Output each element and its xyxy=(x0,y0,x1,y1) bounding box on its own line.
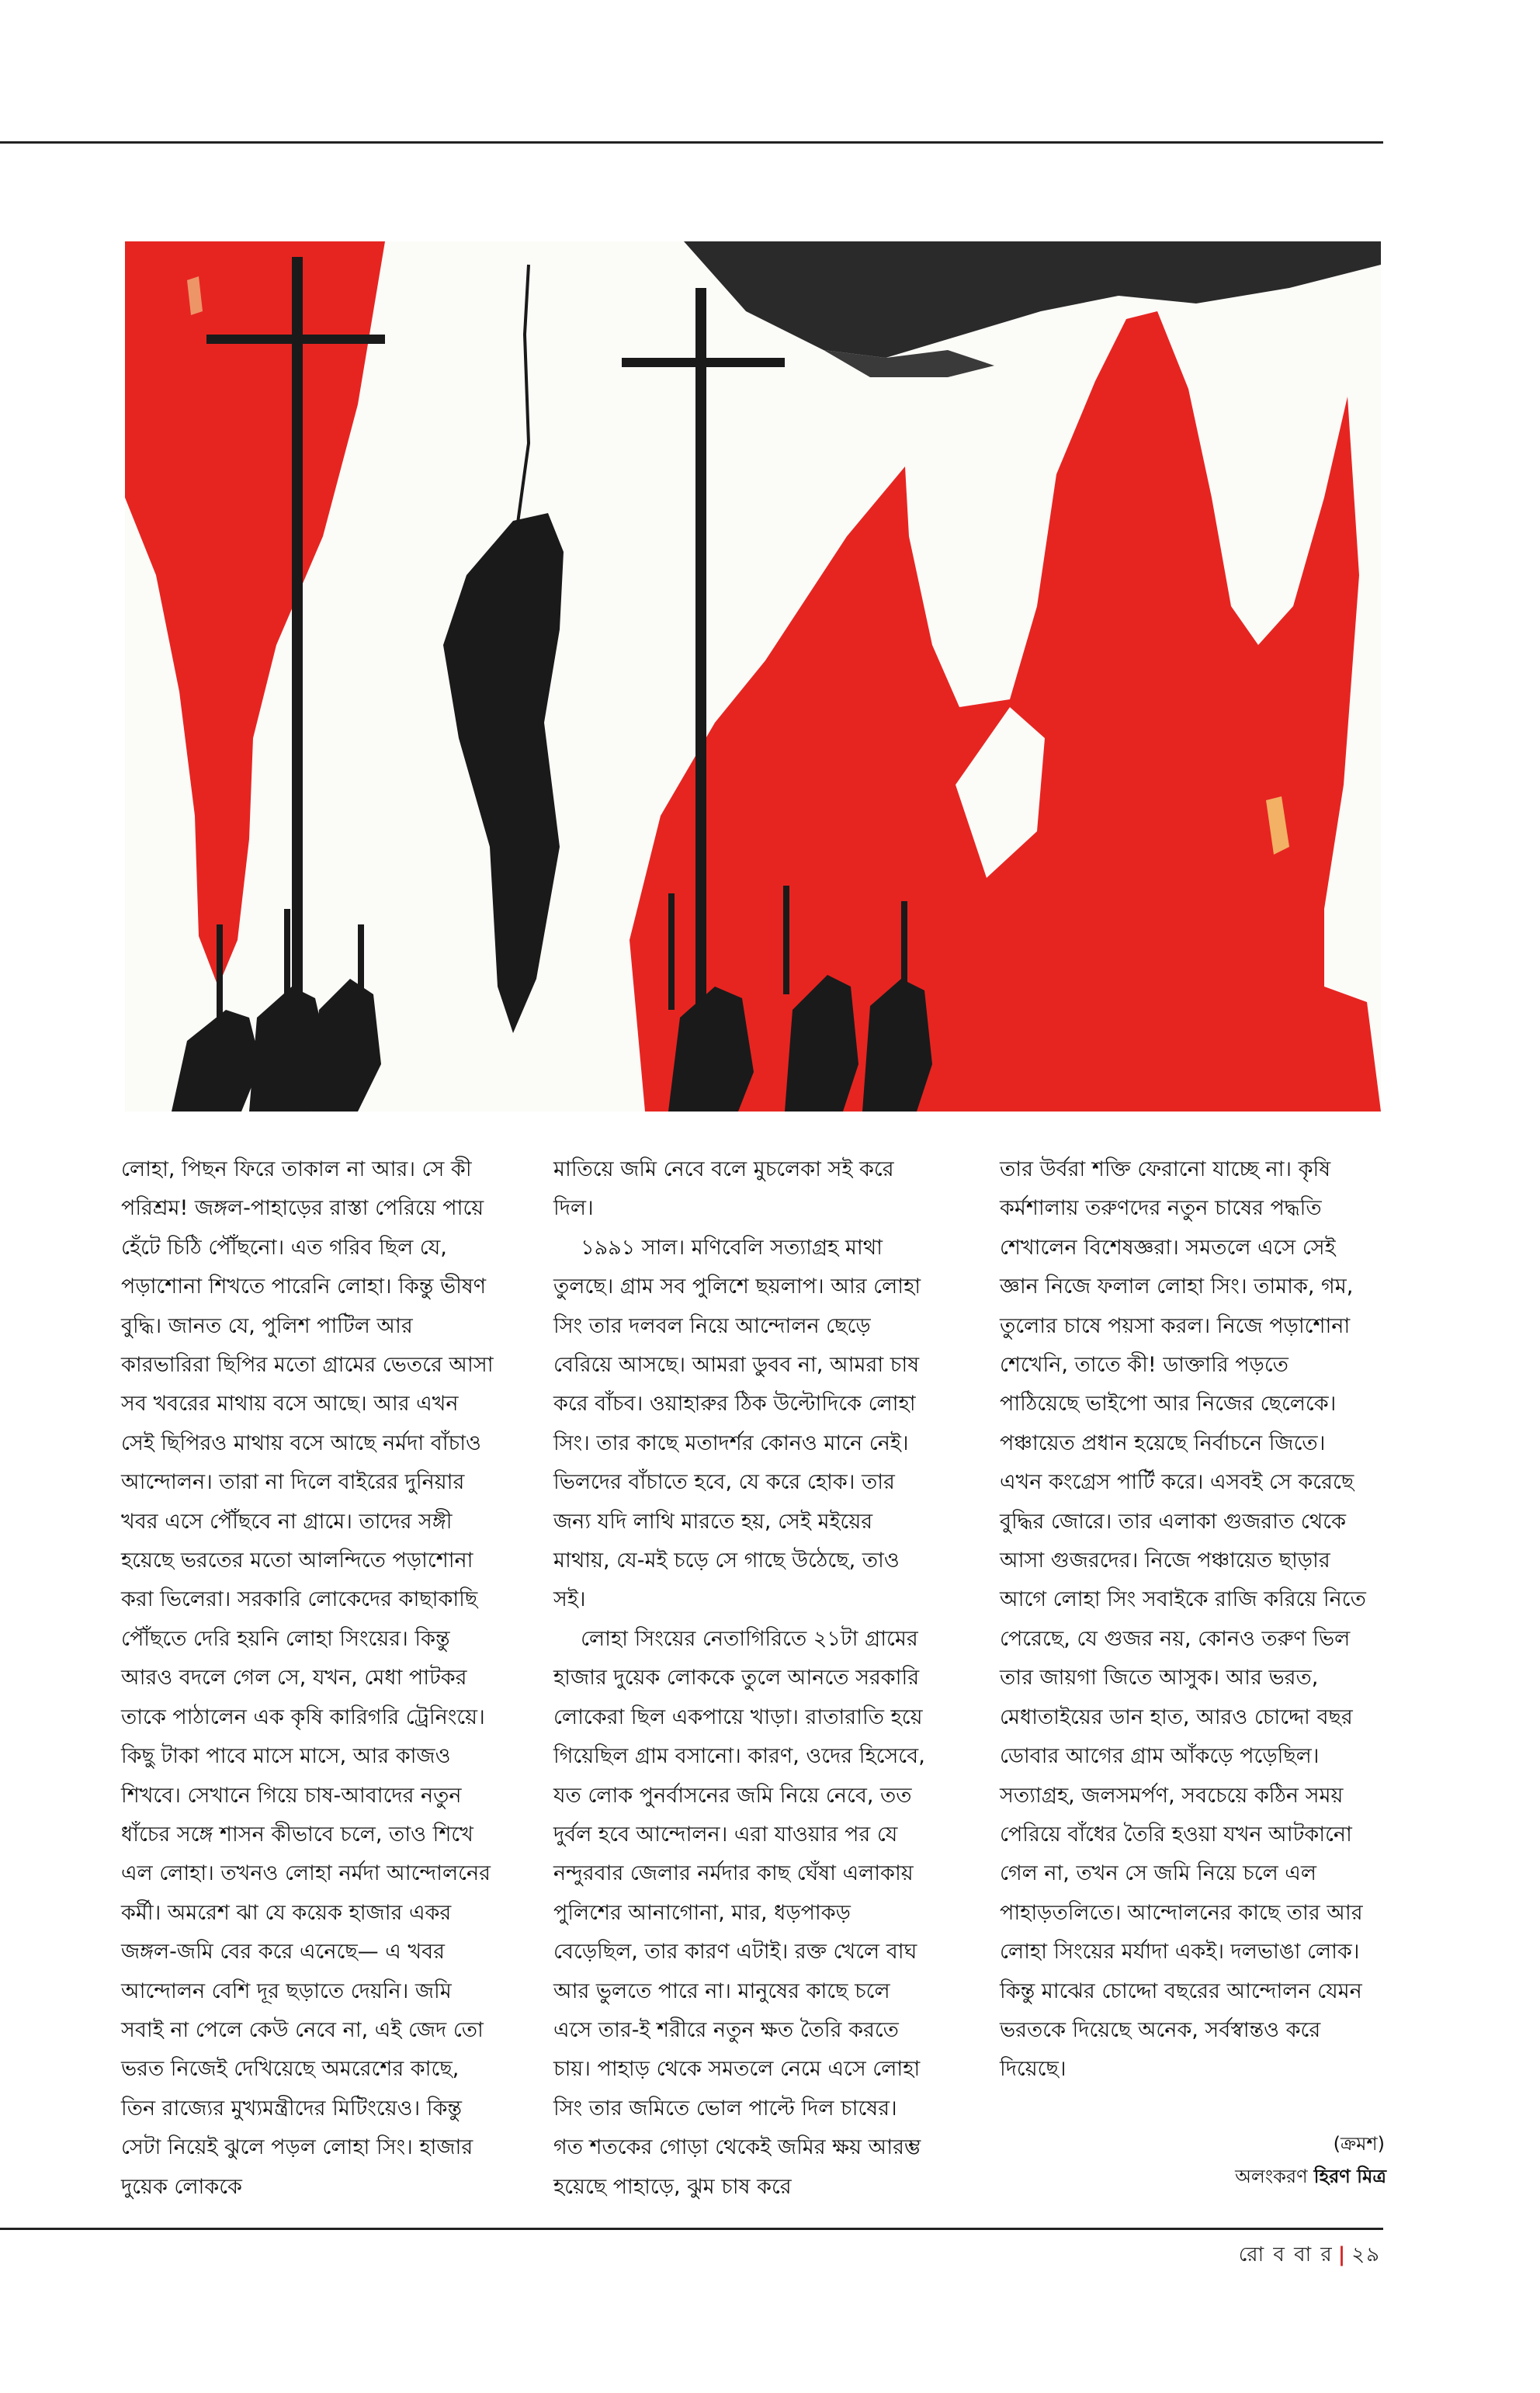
illustration-credit xyxy=(1235,2162,1386,2194)
illustration-artwork xyxy=(125,241,1381,1112)
paragraph: লোহা সিংয়ের নেতাগিরিতে ২১টা গ্রামের হাজার দুয়েক লোককে তুলে আনতে সরকারি লোকেরা ছিল একপায়ে খাড়া। রাতারাতি হয়ে গিয়েছিল গ্রাম বসানো। কারণ, ওদের হিসেবে, যত লোক পুনর্বাসনের জমি নিয়ে নেবে, তত দুর্বল হবে আন্দোলন। এরা যাওয়ার পর যে নন্দুরবার জেলার নর্মদার কাছ ঘেঁষা এলাকায় পুলিশের আনাগোনা, মার, ধড়পাকড় বেড়েছিল, তার কারণ এটাই। রক্ত খেলে বাঘ আর ভুলতে পারে না। মানুষের কাছে চলে এসে তার-ই শরীরে নতুন ক্ষত তৈরি করতে চায়। পাহাড় থেকে সমতলে নেমে এসে লোহা সিং তার জমিতে ভোল পাল্টে দিল চাষের। গত শতকের গোড়া থেকেই জমির ক্ষয় আরম্ভ হয়েছে পাহাড়ে, ঝুম চাষ করে xyxy=(553,1626,925,2199)
text-column-2 xyxy=(553,1150,928,2207)
bottom-rule xyxy=(0,2228,1383,2230)
paragraph: লোহা, পিছন ফিরে তাকাল না আর। সে কী পরিশ্রম! জঙ্গল-পাহাড়ের রাস্তা পেরিয়ে পায়ে হেঁটে চিঠি পৌঁছনো। এত গরিব ছিল যে, পড়াশোনা শিখতে পারেনি লোহা। কিন্তু ভীষণ বুদ্ধি। জানত যে, পুলিশ পাটিল আর কারভারিরা ছিপির মতো গ্রামের ভেতরে আসা সব খবরের মাথায় বসে আছে। আর এখন সেই ছিপিরও মাথায় বসে আছে নর্মদা বাঁচাও আন্দোলন। তারা না দিলে বাইরের দুনিয়ার খবর এসে পৌঁছবে না গ্রামে। তাদের সঙ্গী হয়েছে ভরতের মতো আলন্দিতে পড়াশোনা করা ভিলেরা। সরকারি লোকেদের কাছাকাছি পৌঁছতে দেরি হয়নি লোহা সিংয়ের। কিন্তু আরও বদলে গেল সে, যখন, মেধা পাটকর তাকে পাঠালেন এক কৃষি কারিগরি ট্রেনিংয়ে। কিছু টাকা পাবে মাসে মাসে, আর কাজও শিখবে। সেখানে গিয়ে চাষ-আবাদের নতুন ধাঁচের সঙ্গে শাসন কীভাবে চলে, তাও শিখে এল লোহা। তখনও লোহা নর্মদা আন্দোলনের কর্মী। অমরেশ ঝা যে কয়েক হাজার একর জঙ্গল-জমি বের করে এনেছে— এ খবর আন্দোলন বেশি দূর ছড়াতে দেয়নি। জমি সবাই না পেলে কেউ নেবে না, এই জেদ তো ভরত নিজেই দেখিয়েছে অমরেশের কাছে, তিন রাজ্যের মুখ্যমন্ত্রীদের মিটিংয়েও। কিন্তু সেটা নিয়েই ঝুলে পড়ল লোহা সিং। হাজার দুয়েক লোককে xyxy=(121,1157,494,2199)
footer-separator: | xyxy=(1337,2243,1348,2266)
paragraph: ১৯৯১ সাল। মণিবেলি সত্যাগ্রহ মাথা তুলছে। গ্রাম সব পুলিশে ছয়লাপ। আর লোহা সিং তার দলবল নিয়ে আন্দোলন ছেড়ে বেরিয়ে আসছে। আমরা ডুবব না, আমরা চাষ করে বাঁচব। ওয়াহারুর ঠিক উল্টোদিকে লোহা সিং। তার কাছে মতাদর্শর কোনও মানে নেই। ভিলদের বাঁচাতে হবে, যে করে হোক। তার জন্য যদি লাথি মারতে হয়, সেই মইয়ের মাথায়, যে-মই চড়ে সে গাছে উঠেছে, তাও সই। xyxy=(553,1235,921,1612)
magazine-name: রো ব বা র xyxy=(1238,2243,1334,2266)
page-footer xyxy=(1239,2239,1381,2273)
credit-label: অলংকরণ xyxy=(1235,2166,1308,2187)
paragraph: তার উর্বরা শক্তি ফেরানো যাচ্ছে না। কৃষি কর্মশালায় তরুণদের নতুন চাষের পদ্ধতি শেখালেন বিশেষজ্ঞরা। সমতলে এসে সেই জ্ঞান নিজে ফলাল লোহা সিং। তামাক, গম, তুলোর চাষে পয়সা করল। নিজে পড়াশোনা শেখেনি, তাতে কী! ডাক্তারি পড়তে পাঠিয়েছে ভাইপো আর নিজের ছেলেকে। পঞ্চায়েত প্রধান হয়েছে নির্বাচনে জিতে। এখন কংগ্রেস পার্টি করে। এসবই সে করেছে বুদ্ধির জোরে। তার এলাকা গুজরাত থেকে আসা গুজরদের। নিজে পঞ্চায়েত ছাড়ার আগে লোহা সিং সবাইকে রাজি করিয়ে নিতে পেরেছে, যে গুজর নয়, কোনও তরুণ ভিল তার জায়গা জিতে আসুক। আর ভরত, মেধাতাইয়ের ডান হাত, আরও চোদ্দো বছর ডোবার আগের গ্রাম আঁকড়ে পড়েছিল। সত্যাগ্রহ, জলসমর্পণ, সবচেয়ে কঠিন সময় পেরিয়ে বাঁধের তৈরি হওয়া যখন আটকানো গেল না, তখন সে জমি নিয়ে চলে এল পাহাড়তলিতে। আন্দোলনের কাছে তার আর লোহা সিংয়ের মর্যাদা একই। দলভাঙা লোক। কিন্তু মাঝের চোদ্দো বছরের আন্দোলন যেমন ভরতকে দিয়েছে অনেক, সর্বস্বান্তও করে দিয়েছে। xyxy=(1000,1157,1366,2082)
top-rule xyxy=(0,141,1383,144)
page-number: ২৯ xyxy=(1351,2243,1381,2266)
illustration xyxy=(125,241,1381,1112)
artist-name: হিরণ মিত্র xyxy=(1313,2166,1386,2187)
paragraph: মাতিয়ে জমি নেবে বলে মুচলেকা সই করে দিল। xyxy=(553,1157,894,1221)
text-column-3 xyxy=(1000,1150,1374,2090)
text-column-1 xyxy=(121,1150,495,2207)
to-be-continued-note: (ক্রমশ) xyxy=(1333,2133,1385,2155)
